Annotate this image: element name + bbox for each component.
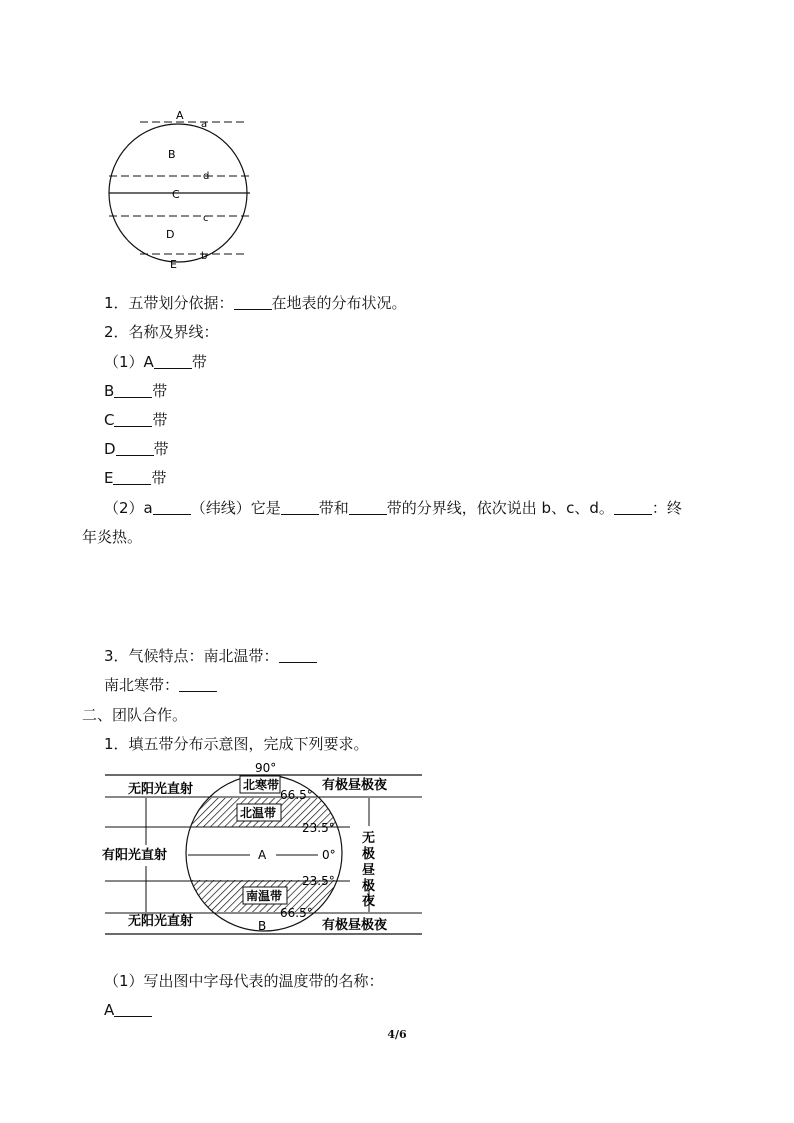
direct-sun-label: 有阳光直射 (102, 848, 168, 863)
line-label-c: c (203, 213, 209, 224)
answer-blank[interactable] (179, 676, 217, 692)
lat-66-north-label: 66.5° (280, 788, 313, 802)
answer-blank[interactable] (153, 499, 191, 515)
answer-blank[interactable] (114, 382, 152, 398)
line-label-a: a (201, 119, 208, 130)
q1-part-2-wrap: 年炎热。 (82, 528, 143, 546)
q1-zone-e: E 带 (104, 469, 167, 487)
lat-23-north-label: 23.5° (302, 821, 335, 835)
section-2-heading: 二、团队合作。 (82, 706, 188, 724)
q1-line-3b: 南北寒带： (104, 675, 217, 695)
q1-zone-b: B 带 (104, 382, 168, 400)
answer-blank[interactable] (114, 1001, 152, 1017)
north-temperate-label: 北温带 (240, 806, 277, 820)
lat-90-label: 90° (255, 761, 277, 775)
no-direct-sun-top-label: 无阳光直射 (128, 782, 194, 797)
section-2-task-1: 1．填五带分布示意图，完成下列要求。 (104, 735, 369, 753)
south-temperate-label: 南温带 (246, 889, 283, 903)
answer-blank[interactable] (113, 469, 151, 485)
line-label-b: b (201, 251, 208, 262)
answer-blank[interactable] (279, 647, 317, 663)
q1-zone-a: （1）A 带 (104, 353, 207, 371)
zone-label-b: B (258, 919, 267, 933)
no-direct-sun-bottom-label: 无阳光直射 (128, 914, 194, 929)
lat-0-label: 0° (322, 848, 336, 862)
polar-day-night-top-label: 有极昼极夜 (322, 778, 388, 793)
no-polar-day-night-char: 无 (362, 831, 376, 846)
zone-label-d: D (166, 228, 175, 241)
q1-zone-d: D 带 (104, 440, 169, 458)
answer-blank[interactable] (614, 499, 652, 515)
no-polar-day-night-char: 夜 (362, 894, 376, 909)
polar-day-night-bottom-label: 有极昼极夜 (322, 918, 388, 933)
lat-66-south-label: 66.5° (280, 906, 313, 920)
q2-sub-1: （1）写出图中字母代表的温度带的名称： (104, 972, 384, 990)
zone-label-c: C (172, 188, 180, 201)
zone-label-a: A (176, 109, 184, 122)
answer-blank[interactable] (114, 411, 152, 427)
answer-blank[interactable] (116, 440, 154, 456)
page-number: 4/6 (387, 1028, 407, 1041)
q1-part-2: （2）a （纬线）它是 带和 带的分界线，依次说出 b、c、d。 ：终 (104, 499, 682, 517)
no-polar-day-night-char: 极 (362, 847, 376, 862)
q1-line-1: 1．五带划分依据： 在地表的分布状况。 (104, 294, 407, 312)
q1-line-2: 2．名称及界线： (104, 323, 219, 341)
five-zones-globe-diagram (100, 100, 285, 280)
answer-blank[interactable] (234, 294, 272, 310)
no-polar-day-night-char: 极 (362, 879, 376, 894)
zone-label-b: B (168, 148, 176, 161)
answer-blank[interactable] (349, 499, 387, 515)
q1-zone-c: C 带 (104, 411, 168, 429)
north-frigid-label: 北寒带 (243, 778, 280, 792)
q2-zone-a: A (104, 1000, 152, 1020)
line-label-d: d (203, 171, 210, 182)
temperature-zones-diagram (100, 760, 426, 940)
answer-blank[interactable] (281, 499, 319, 515)
no-polar-day-night-char: 昼 (362, 863, 376, 878)
zone-label-e: E (170, 258, 177, 271)
answer-blank[interactable] (154, 353, 192, 369)
lat-23-south-label: 23.5° (302, 874, 335, 888)
zone-label-a: A (258, 848, 267, 862)
q1-line-3: 3．气候特点：南北温带： (104, 646, 317, 666)
